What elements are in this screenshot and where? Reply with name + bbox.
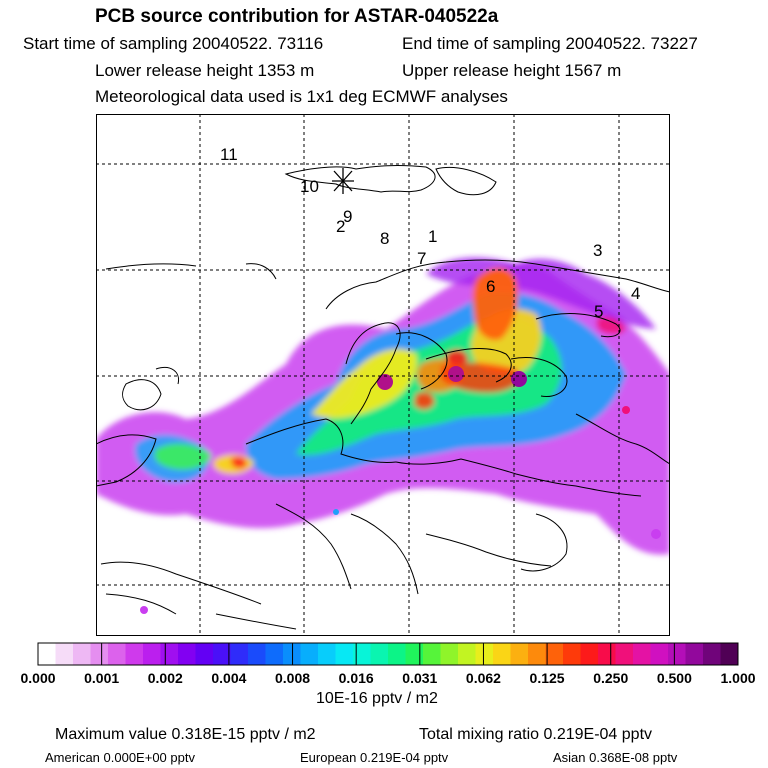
color-scale-swatch	[563, 643, 581, 665]
color-scale-swatch	[651, 643, 669, 665]
color-scale-swatch	[318, 643, 336, 665]
color-scale-tick-label: 0.008	[275, 670, 311, 686]
color-scale-tick-label: 0.250	[593, 670, 629, 686]
color-scale-swatch	[511, 643, 529, 665]
start-time-label: Start time of sampling 20040522. 73116	[23, 34, 324, 53]
color-scale-bar	[37, 642, 744, 668]
color-scale-tick-label: 0.500	[656, 670, 692, 686]
color-scale-tick-label: 0.125	[529, 670, 565, 686]
trajectory-label-1: 1	[428, 227, 438, 246]
color-scale-swatch	[248, 643, 266, 665]
color-scale-swatch	[108, 643, 126, 665]
maximum-value-label: Maximum value 0.318E-15 pptv / m2	[55, 726, 316, 743]
color-scale-swatch	[388, 643, 406, 665]
color-scale-swatch	[476, 643, 494, 665]
color-scale-unit: 10E-16 pptv / m2	[316, 690, 438, 707]
asian-contribution-label: Asian 0.368E-08 pptv	[553, 750, 678, 765]
color-scale-tick-label: 0.004	[211, 670, 247, 686]
trajectory-label-10: 10	[300, 177, 319, 196]
lower-release-height-label: Lower release height 1353 m	[95, 61, 315, 80]
color-scale-swatch	[371, 643, 389, 665]
trajectory-label-5: 5	[594, 302, 604, 321]
color-scale-tick-label: 0.001	[84, 670, 120, 686]
color-scale-swatch	[56, 643, 74, 665]
trajectory-label-7: 7	[417, 249, 427, 268]
color-scale-swatch	[266, 643, 284, 665]
color-scale-swatch	[143, 643, 161, 665]
color-scale-swatch	[458, 643, 476, 665]
color-scale-swatch	[178, 643, 196, 665]
end-time-label: End time of sampling 20040522. 73227	[402, 34, 698, 53]
color-scale-swatch	[598, 643, 616, 665]
color-scale-swatch	[406, 643, 424, 665]
color-scale-swatch	[633, 643, 651, 665]
upper-release-height-label: Upper release height 1567 m	[402, 61, 622, 80]
color-scale-swatch	[721, 643, 739, 665]
trajectory-label-8: 8	[380, 229, 390, 248]
color-scale-swatch	[546, 643, 564, 665]
trajectory-label-11: 11	[220, 145, 238, 164]
color-scale-swatch	[616, 643, 634, 665]
color-scale-tick-label: 0.016	[338, 670, 374, 686]
color-scale-tick-label: 1.000	[720, 670, 756, 686]
color-scale-swatch	[301, 643, 319, 665]
color-scale-swatch	[161, 643, 179, 665]
color-scale-swatch	[91, 643, 109, 665]
trajectory-label-9: 9	[343, 207, 353, 226]
color-scale-tick-label: 0.002	[147, 670, 183, 686]
color-scale-tick-label: 0.031	[402, 670, 438, 686]
color-scale-swatch	[441, 643, 459, 665]
source-contribution-map	[96, 114, 670, 636]
color-scale-swatch	[126, 643, 144, 665]
american-contribution-label: American 0.000E+00 pptv	[45, 750, 195, 765]
color-scale-swatch	[38, 643, 56, 665]
color-scale-swatch	[493, 643, 511, 665]
plot-title: PCB source contribution for ASTAR-040522a	[95, 6, 499, 27]
meteorological-data-label: Meteorological data used is 1x1 deg ECMWF analyses	[95, 87, 508, 106]
concentration-maximum-marker	[448, 366, 464, 382]
color-scale-swatch	[336, 643, 354, 665]
color-scale-swatch	[73, 643, 91, 665]
color-scale-tick-label: 0.000	[20, 670, 56, 686]
color-scale-swatch	[196, 643, 214, 665]
trajectory-label-2: 2	[336, 217, 346, 236]
trajectory-label-6: 6	[486, 277, 496, 296]
color-scale-swatch	[581, 643, 599, 665]
star-icon	[332, 168, 354, 194]
color-scale-swatch	[528, 643, 546, 665]
color-scale-tick-label: 0.062	[465, 670, 501, 686]
color-scale-swatch	[423, 643, 441, 665]
color-scale-swatch	[283, 643, 301, 665]
european-contribution-label: European 0.219E-04 pptv	[300, 750, 449, 765]
total-mixing-ratio-label: Total mixing ratio 0.219E-04 pptv	[419, 726, 653, 743]
color-scale-swatch	[686, 643, 704, 665]
color-scale-swatch	[668, 643, 686, 665]
color-scale-swatch	[703, 643, 721, 665]
color-scale-swatch	[213, 643, 231, 665]
trajectory-label-4: 4	[631, 284, 641, 303]
color-scale-swatch	[231, 643, 249, 665]
trajectory-label-3: 3	[593, 241, 603, 260]
concentration-maximum-marker	[511, 371, 527, 387]
